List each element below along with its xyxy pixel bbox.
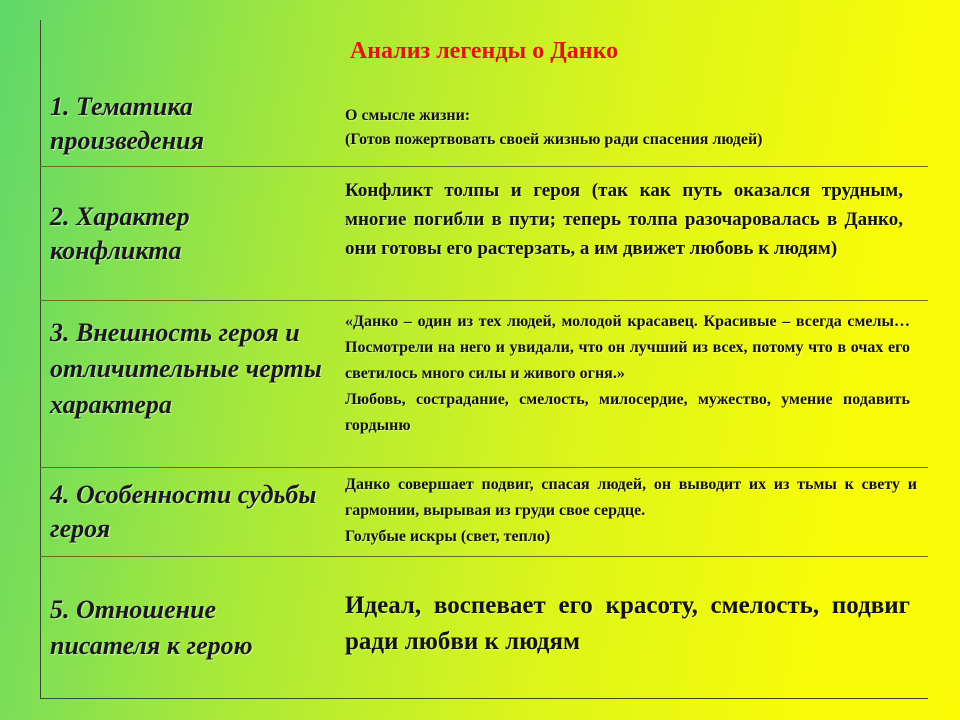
row-5-content: Идеал, воспевает его красоту, смелость, подвиг ради любви к людям xyxy=(345,592,910,655)
row-1-line-2: (Готов пожертвовать своей жизнью ради спасения людей) xyxy=(345,131,763,148)
table-left-border xyxy=(40,20,41,698)
row-5-label: 5. Отношение писателя к герою xyxy=(50,595,253,660)
row-3-content xyxy=(345,309,910,439)
row-1-line-1: О смысле жизни: xyxy=(345,107,471,124)
row-divider xyxy=(40,300,928,301)
page-title: Анализ легенды о Данко xyxy=(349,38,619,64)
row-divider xyxy=(40,556,928,557)
row-2-content: Конфликт толпы и героя (так как путь оказался трудным, многие погибли в пути; теперь толпа разочаровалась в Данко, они готовы его растерзать, а им движет любовь к людям) xyxy=(345,180,903,259)
table-bottom-border xyxy=(40,698,928,699)
row-3-quote: «Данко – один из тех людей, молодой красавец. Красивые – всегда смелы… Посмотрели на него и увидали, что он лучший из всех, потому что в очах его светилось много силы и живого огня.» xyxy=(345,313,910,382)
row-4-label: 4. Особенности судьбы героя xyxy=(50,480,317,543)
row-4-content xyxy=(345,472,917,550)
row-3-label: 3. Внешность героя и отличительные черты характера xyxy=(50,318,322,419)
row-1-label: 1. Тематика произведения xyxy=(50,92,204,155)
row-2-label: 2. Характер конфликта xyxy=(50,202,190,265)
row-3-traits: Любовь, сострадание, смелость, милосердие, мужество, умение подавить гордыню xyxy=(345,391,910,434)
row-4-line-2: Голубые искры (свет, тепло) xyxy=(345,528,551,545)
row-1-content xyxy=(345,104,905,152)
row-divider xyxy=(40,166,928,167)
row-divider xyxy=(40,467,928,468)
row-4-line-1: Данко совершает подвиг, спасая людей, он выводит их из тьмы к свету и гармонии, вырывая из груди свое сердце. xyxy=(345,476,917,519)
